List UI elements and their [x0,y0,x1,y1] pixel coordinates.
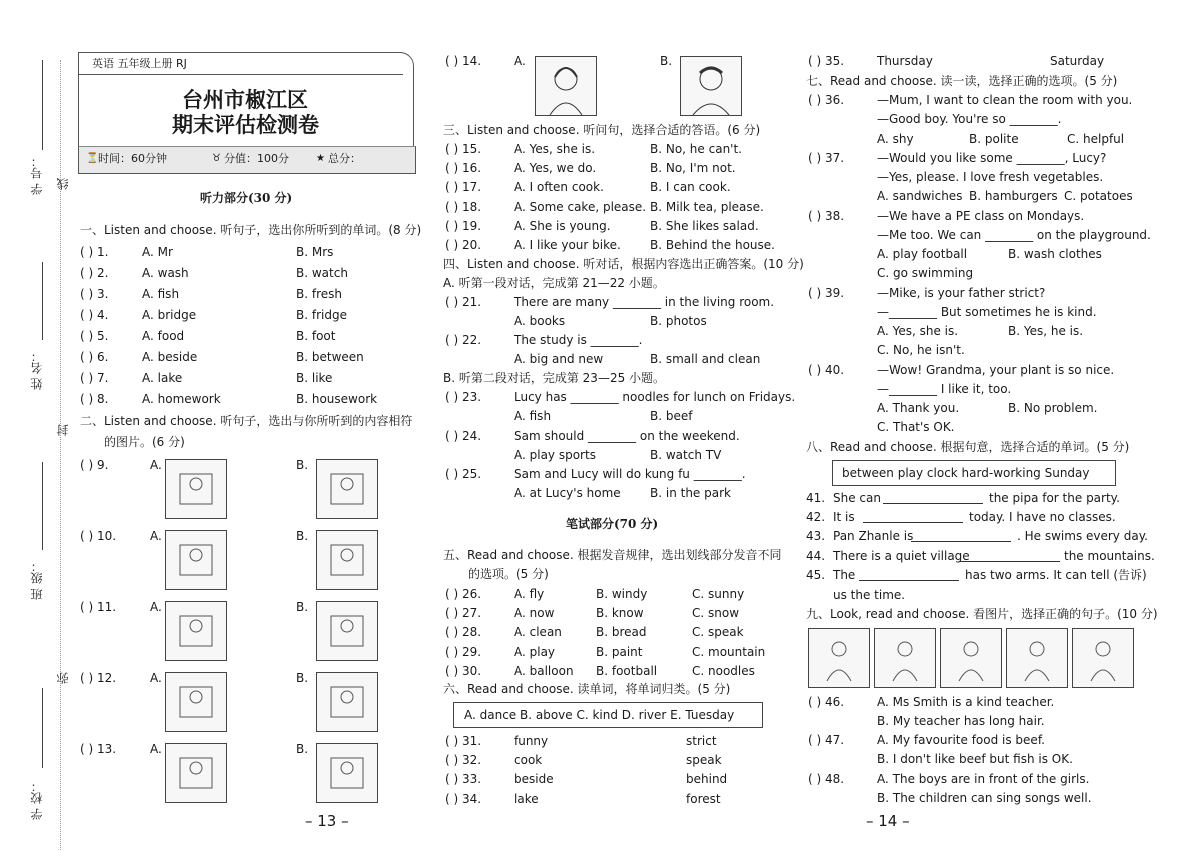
sec3-option-a: A. Some cake, please. [514,199,647,214]
sec3-option-a: A. She is young. [514,218,611,233]
sec5-item-number: ( ) 29. [445,644,482,659]
page-number-right: – 14 – [866,812,910,830]
hourglass-icon: ⏳ [86,153,99,164]
page-number-left: – 13 – [305,812,349,830]
sec1-option-a: A. food [142,329,185,343]
xuexiao-line [42,688,43,768]
q46-option-a: A. Ms Smith is a kind teacher. [877,695,1055,709]
sec1-option-a: A. fish [142,287,180,301]
apartment-building-picture [165,672,227,732]
sec1-option-b: B. foot [296,329,336,343]
sec8-word-box-text: between play clock hard-working Sunday [842,466,1090,480]
xian-label: 线 [56,178,70,190]
star-icon: ★ [316,153,325,164]
subject-line: 英语 五年级上册 RJ [92,57,187,70]
sec5-title-line1: 五、Read and choose. 根据发音规律，选出划线部分发音不同 [443,548,782,562]
sec6-title: 六、Read and choose. 读单词，将单词归类。(5 分) [443,682,731,696]
sec6-item-number: ( ) 32. [445,753,482,768]
xuehao-label: 学 号： [30,155,44,195]
exam-title-line1: 台州市椒江区 [182,87,308,112]
q24-option-b: B. watch TV [650,448,722,462]
children-singing-picture [1006,628,1068,688]
sec1-option-b: B. between [296,350,364,364]
sec3-item-number: ( ) 16. [445,161,482,176]
q38-option-a: A. play football [877,247,968,261]
q14-option-b: B. [660,54,673,68]
sec5-option-b: B. know [596,606,644,621]
banji-line [42,462,43,550]
q40-option-a: A. Thank you. [877,401,960,415]
q39-option-a: A. Yes, she is. [877,324,959,338]
sec8-sentence-start: She can [833,491,881,505]
sec1-item-number: ( ) 4. [80,308,109,322]
sec1-option-b: B. fridge [296,308,347,322]
header-divider [78,74,403,75]
q39-option-c: C. No, he isn't. [877,343,965,357]
boy-watching-tv-picture [316,601,378,661]
sec6-word-2: forest [686,791,721,806]
q23-text: Lucy has ________ noodles for lunch on Fridays. [514,390,796,404]
sec1-item-number: ( ) 7. [80,371,109,385]
sec5-option-c: C. sunny [692,587,745,601]
q23-option-b: B. beef [650,409,693,423]
sec6-word-1: beside [514,772,554,787]
sec3-item-number: ( ) 17. [445,180,482,195]
q40-line2: —________ I like it, too. [877,382,1012,396]
q37-option-c: C. potatoes [1064,189,1133,203]
q25-option-b: B. in the park [650,486,731,500]
sec3-option-a: A. Yes, she is. [514,142,596,156]
sec3-item-number: ( ) 15. [445,142,482,156]
sec5-title-line2: 的选项。(5 分) [468,567,549,581]
sec6-word-box-text: A. dance B. above C. kind D. river E. Tuesday [464,708,735,722]
boy-washing-picture [165,601,227,661]
sec5-item-number: ( ) 28. [445,625,482,640]
teacup-picture [165,459,227,519]
q37-option-a: A. sandwiches [877,189,963,203]
q37-line2: —Yes, please. I love fresh vegetables. [877,170,1104,184]
sec8-sentence-end: today. I have no classes. [969,510,1116,525]
q36-option-a: A. shy [877,132,914,146]
q21-text: There are many ________ in the living room. [514,295,775,309]
score-icon: ♉ [212,153,221,164]
sec8-sentence-start: It is [833,510,855,525]
sec8-sentence-end: . He swims every day. [1017,529,1148,544]
q22-option-b: B. small and clean [650,352,761,366]
q39-line1: —Mike, is your father strict? [877,286,1046,300]
sec2-option-b: B. [296,458,309,472]
sec8-title: 八、Read and choose. 根据句意，选择合适的单词。(5 分) [806,440,1130,454]
sec8-sentence-end: the mountains. [1064,548,1155,563]
sec2-option-b: B. [296,600,309,614]
sec6-word-1: Thursday [877,54,933,68]
sec9-title: 九、Look, read and choose. 看图片，选择正确的句子。(10 分) [806,607,1158,621]
q47-option-b: B. I don't like beef but fish is OK. [877,752,1073,766]
q39-option-b: B. Yes, he is. [1008,324,1084,338]
sec5-option-c: C. noodles [692,663,755,678]
sec3-option-b: B. No, he can't. [650,142,742,156]
q40-option-b: B. No problem. [1008,401,1098,415]
q21-option-b: B. photos [650,314,707,328]
juice-glass-picture [316,459,378,519]
time-info: 时间：60分钟 [98,152,167,165]
sec1-option-a: A. homework [142,392,221,406]
sec5-item-number: ( ) 27. [445,606,482,621]
q24-text: Sam should ________ on the weekend. [514,429,740,443]
sec5-option-a: A. now [514,606,555,621]
sec1-item-number: ( ) 1. [80,245,109,259]
sec6-word-2: strict [686,734,717,748]
q22-number: ( ) 22. [445,333,482,347]
sec7-title: 七、Read and choose. 读一读，选择正确的选项。(5 分) [806,74,1118,88]
teacher-at-blackboard-picture [808,628,870,688]
sec3-option-b: B. No, I'm not. [650,161,736,176]
sec3-option-b: B. Behind the house. [650,238,775,252]
q36-line1: —Mum, I want to clean the room with you. [877,93,1133,107]
sec3-title: 三、Listen and choose. 听问句，选择合适的答语。(6 分) [443,123,761,137]
listening-section-title: 听力部分(30 分) [200,191,293,205]
score-info: 分值：100分 [224,152,289,165]
exam-title-line2: 期末评估检测卷 [172,112,319,137]
sec4-title: 四、Listen and choose. 听对话，根据内容选出正确答案。(10 分) [443,257,804,271]
sec3-item-number: ( ) 19. [445,218,482,233]
sec5-option-c: C. mountain [692,644,766,659]
sec2-item-number: ( ) 11. [80,600,117,614]
sec8-answer-blank[interactable] [859,580,959,581]
q48-option-b: B. The children can sing songs well. [877,791,1092,805]
q45-continuation: us the time. [833,588,906,602]
feng-label: 封 [56,424,70,436]
boys-and-girls-picture [940,628,1002,688]
sec2-title-line1: 二、Listen and choose. 听句子，选出与你所听到的内容相符 [80,414,413,428]
q40-number: ( ) 40. [808,363,845,377]
sec2-option-b: B. [296,529,309,543]
q39-line2: —________ But sometimes he is kind. [877,305,1097,319]
sec2-option-a: A. [150,600,162,614]
sec8-item-number: 44. [806,548,826,563]
sec5-option-a: A. play [514,644,556,659]
sec8-answer-blank[interactable] [911,541,1011,542]
q36-option-c: C. helpful [1067,132,1125,146]
sec3-option-a: A. I often cook. [514,180,604,195]
q37-line1: —Would you like some ________, Lucy? [877,151,1107,165]
q25-option-a: A. at Lucy's home [514,486,621,500]
q24-option-a: A. play sports [514,448,596,462]
xuexiao-label: 学 校： [30,780,44,820]
sec5-option-b: B. windy [596,587,648,601]
q38-line1: —We have a PE class on Mondays. [877,209,1085,223]
sec8-answer-blank[interactable] [960,561,1060,562]
q39-number: ( ) 39. [808,286,845,300]
sec6-item-number: ( ) 35. [808,54,845,68]
sec3-option-b: B. Milk tea, please. [650,199,764,214]
sec3-option-b: B. I can cook. [650,180,731,195]
q36-line2: —Good boy. You're so ________. [877,112,1062,126]
sec2-option-a: A. [150,458,162,472]
sec1-item-number: ( ) 8. [80,392,109,406]
sec1-option-b: B. fresh [296,287,342,301]
q36-option-b: B. polite [969,132,1019,146]
grandpa-painting-picture [1072,628,1134,688]
sec1-option-a: A. Mr [142,245,173,259]
xingming-line [42,262,43,340]
sec8-item-number: 42. [806,510,826,525]
clock-and-books-picture [165,743,227,803]
q40-line1: —Wow! Grandma, your plant is so nice. [877,363,1115,377]
sec6-word-1: cook [514,753,543,768]
q22-text: The study is ________. [514,333,643,347]
sec6-item-number: ( ) 33. [445,772,482,787]
sec3-option-b: B. She likes salad. [650,218,759,233]
sec1-item-number: ( ) 2. [80,266,109,280]
sec5-option-c: C. speak [692,625,744,640]
sec8-sentence-start: Pan Zhanle is [833,529,914,544]
boy-reading-picture [316,530,378,590]
sec8-item-number: 43. [806,529,826,544]
q25-text: Sam and Lucy will do kung fu ________. [514,467,746,481]
xingming-label: 姓 名： [30,350,44,390]
sec1-option-a: A. lake [142,371,183,385]
sec8-answer-blank[interactable] [863,522,963,523]
sec4-part-a: A. 听第一段对话，完成第 21—22 小题。 [443,276,665,290]
sec8-sentence-start: The [833,567,856,582]
sec3-item-number: ( ) 18. [445,199,482,214]
q22-option-a: A. big and new [514,352,604,366]
sec6-item-number: ( ) 34. [445,791,482,806]
woman-portrait-picture [535,56,597,116]
sec5-option-b: B. football [596,663,658,678]
sec8-sentence-start: There is a quiet village [833,548,970,563]
q40-option-c: C. That's OK. [877,420,955,434]
sec6-word-2: speak [686,753,722,768]
q37-number: ( ) 37. [808,151,845,165]
sec5-option-b: B. paint [596,644,643,659]
house-picture [316,672,378,732]
sec5-option-b: B. bread [596,625,647,640]
girl-playing-pipa-picture [165,530,227,590]
q46-option-b: B. My teacher has long hair. [877,714,1045,728]
sec4-part-b: B. 听第二段对话，完成第 23—25 小题。 [443,371,666,385]
sec6-word-2: Saturday [1050,54,1105,68]
sec5-item-number: ( ) 30. [445,663,482,678]
sec1-option-b: B. Mrs [296,245,334,259]
sec5-option-a: A. balloon [514,663,574,678]
sec1-option-b: B. watch [296,266,348,280]
mi-label: 弥 [56,672,70,684]
fence-picture [316,743,378,803]
sec1-item-number: ( ) 5. [80,329,109,343]
q38-line2: —Me too. We can ________ on the playground. [877,228,1151,242]
sec5-item-number: ( ) 26. [445,587,482,601]
sec2-option-b: B. [296,671,309,685]
q46-number: ( ) 46. [808,695,845,709]
q14-number: ( ) 14. [445,54,482,68]
q38-option-c: C. go swimming [877,266,974,280]
q14-option-a: A. [514,54,526,68]
q47-number: ( ) 47. [808,733,845,747]
sec1-option-a: A. beside [142,350,198,364]
q23-option-a: A. fish [514,409,552,423]
boy-eating-food-picture [874,628,936,688]
q21-number: ( ) 21. [445,295,482,309]
q38-option-b: B. wash clothes [1008,247,1102,261]
q23-number: ( ) 23. [445,390,482,404]
total-info: 总分： [328,152,361,165]
written-section-title: 笔试部分(70 分) [566,517,659,531]
sec8-item-number: 41. [806,491,826,505]
sec6-word-1: lake [514,791,539,806]
sec2-item-number: ( ) 12. [80,671,117,685]
xuehao-line [42,60,43,150]
man-portrait-picture [680,56,742,116]
sec2-option-a: A. [150,529,162,543]
sec1-item-number: ( ) 3. [80,287,109,301]
q25-number: ( ) 25. [445,467,482,481]
sec6-item-number: ( ) 31. [445,734,482,748]
sec8-sentence-end: has two arms. It can tell (告诉) [965,567,1147,582]
q47-option-a: A. My favourite food is beef. [877,733,1045,747]
q37-option-b: B. hamburgers [969,189,1058,203]
sec1-option-b: B. housework [296,392,378,406]
sec1-option-a: A. wash [142,266,189,280]
q48-option-a: A. The boys are in front of the girls. [877,772,1090,786]
q24-number: ( ) 24. [445,429,482,443]
sec2-item-number: ( ) 10. [80,529,117,543]
sec2-option-a: A. [150,742,162,756]
sec6-word-2: behind [686,772,728,787]
q36-number: ( ) 36. [808,93,845,107]
q38-number: ( ) 38. [808,209,845,223]
sec1-item-number: ( ) 6. [80,350,109,364]
sec3-option-a: A. Yes, we do. [514,161,597,176]
sec1-option-b: B. like [296,371,333,385]
sec3-item-number: ( ) 20. [445,238,482,252]
sec5-option-a: A. fly [514,587,545,601]
sec1-option-a: A. bridge [142,308,197,322]
sec2-option-b: B. [296,742,309,756]
sec8-answer-blank[interactable] [883,503,983,504]
sec8-item-number: 45. [806,567,826,582]
sec2-option-a: A. [150,671,162,685]
sec2-item-number: ( ) 13. [80,742,117,756]
sec2-item-number: ( ) 9. [80,458,109,472]
sec3-option-a: A. I like your bike. [514,238,621,252]
sec2-title-line2: 的图片。(6 分) [104,435,185,449]
banji-label: 班 级： [30,560,44,600]
sec5-option-c: C. snow [692,606,740,621]
sec8-sentence-end: the pipa for the party. [989,491,1120,505]
sec5-option-a: A. clean [514,625,562,640]
q48-number: ( ) 48. [808,772,845,786]
sec6-word-1: funny [514,734,549,748]
q21-option-a: A. books [514,314,566,328]
sec1-title: 一、Listen and choose. 听句子，选出你所听到的单词。(8 分) [80,223,422,237]
